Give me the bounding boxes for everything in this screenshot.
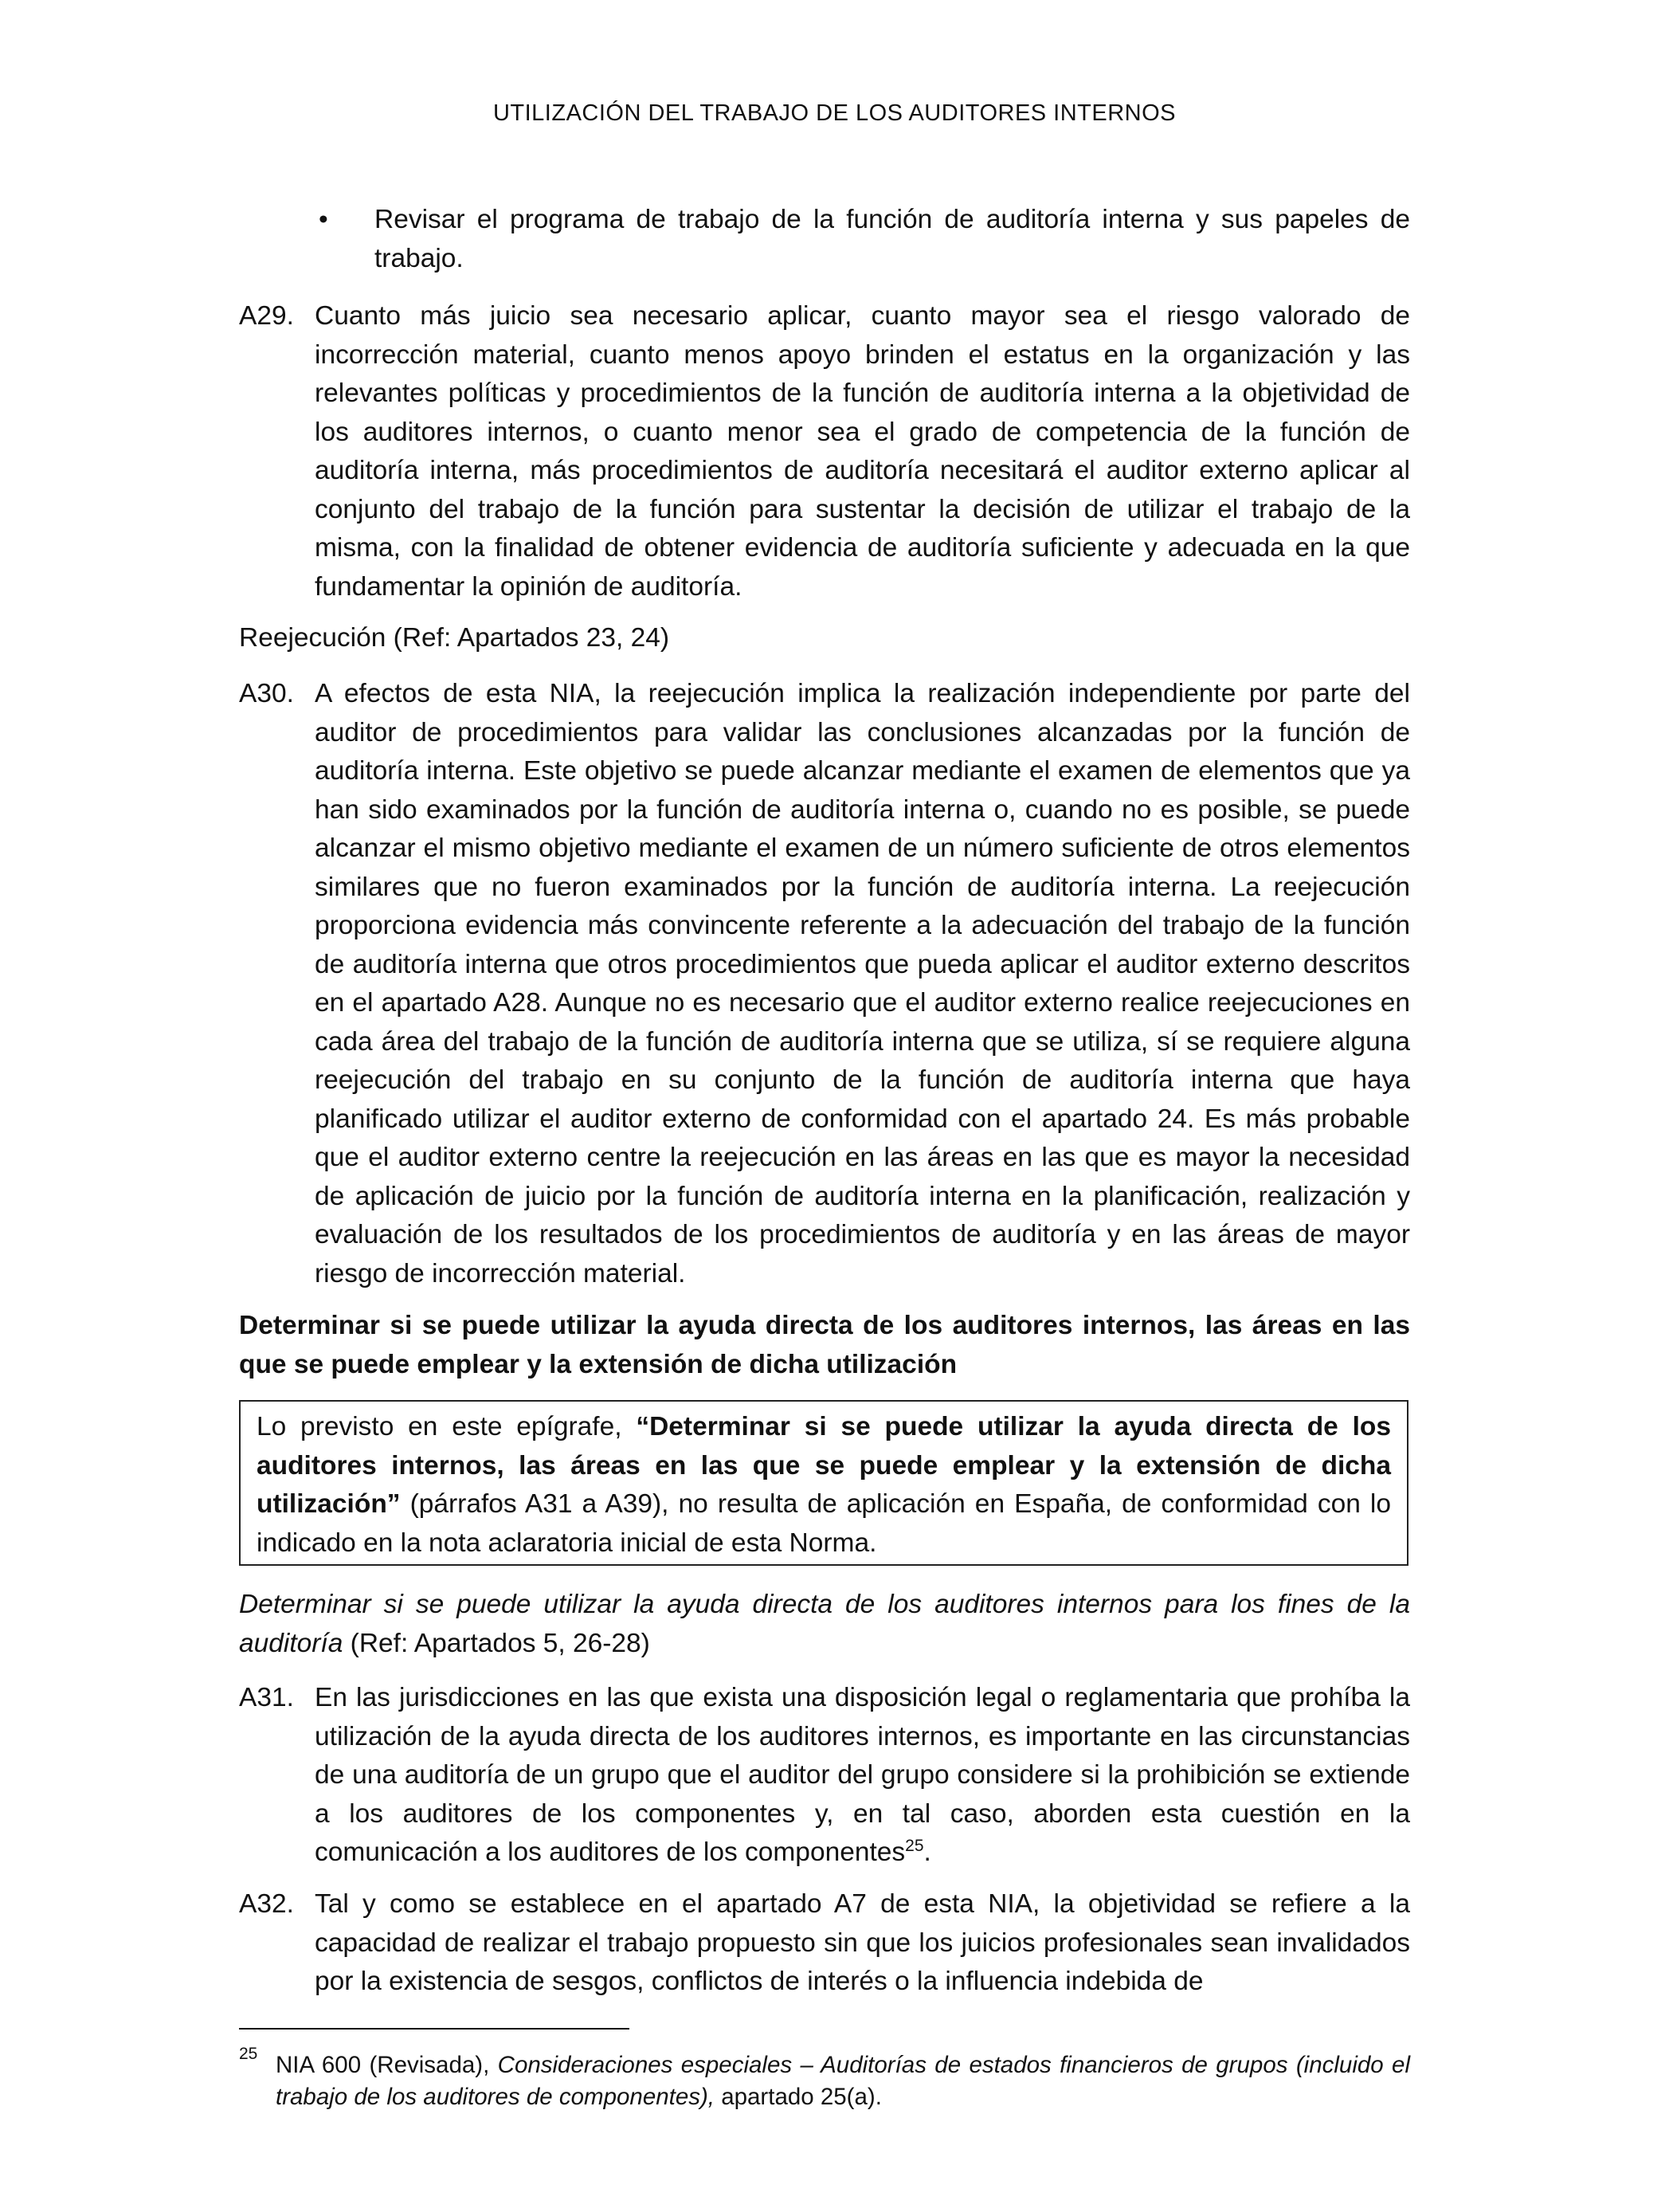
- reejecucion-heading: Reejecución (Ref: Apartados 23, 24): [239, 623, 670, 653]
- sub-heading: [239, 1586, 1410, 1663]
- paragraph-text: A efectos de esta NIA, la reejecución implica la realización independiente por parte del auditor de procedimientos para validar las conclusiones alcanzadas por la función de auditoría interna. Este objetivo se puede alcanzar mediante el examen de elementos que ya han sido examinados por la función de auditoría interna o, cuando no es posible, se puede alcanzar el mismo objetivo mediante el examen de un número suficiente de otros elementos similares que no fueron examinados por la función de auditoría interna. La reejecución proporciona evidencia más convincente referente a la adecuación del trabajo de la función de auditoría interna que otros procedimientos que pueda aplicar el auditor externo descritos en el apartado A28. Aunque no es necesario que el auditor externo realice reejecuciones en cada área del trabajo de la función de auditoría interna que se utiliza, sí se requiere alguna reejecución del trabajo en su conjunto de la función de auditoría interna que haya planificado utilizar el auditor externo de conformidad con el apartado 24. Es más probable que el auditor externo centre la reejecución en las áreas en las que es mayor la necesidad de aplicación de juicio por la función de auditoría interna en la planificación, realización y evaluación de los resultados de los procedimientos de auditoría y en las áreas de mayor riesgo de incorrección material.: [315, 679, 1410, 1288]
- footnote-text: [276, 2049, 1410, 2113]
- sub-heading-italic: Determinar si se puede utilizar la ayuda directa de los auditores internos para los fines de la auditoría: [239, 1590, 1410, 1658]
- paragraph-text: Tal y como se establece en el apartado A7 de esta NIA, la objetividad se refiere a la capacidad de realizar el trabajo propuesto sin que los juicios profesionales sean invalidados por la existencia de sesgos, conflictos de interés o la influencia indebida de: [315, 1889, 1410, 1996]
- note-bold-title: “Determinar si se puede utilizar la ayuda directa de los auditores internos, las áreas en las que se puede emplear y la extensión de dicha utilización”: [257, 1412, 1392, 1519]
- paragraph-a31-end: .: [923, 1837, 931, 1867]
- footnote-divider: [239, 2028, 629, 2030]
- paragraph-number: A31.: [239, 1683, 294, 1712]
- paragraph-a31-text: En las jurisdicciones en las que exista una disposición legal o reglamentaria que prohíba la utilización de la ayuda directa de los auditores internos, es importante en las circunstancias de una auditoría de un grupo que el auditor del grupo considere si la prohibición se extiende a los auditores de los componentes y, en tal caso, aborden esta cuestión en la comunicación a los auditores de los componentes: [315, 1683, 1410, 1867]
- paragraph-number: A30.: [239, 679, 294, 708]
- bullet-text: Revisar el programa de trabajo de la función de auditoría interna y sus papeles de trabajo.: [374, 205, 1410, 273]
- footnote-number: 25: [239, 2045, 258, 2063]
- running-header: UTILIZACIÓN DEL TRABAJO DE LOS AUDITORES INTERNOS: [492, 100, 1177, 126]
- paragraph-number: A29.: [239, 301, 294, 331]
- footnote-reference[interactable]: 25: [905, 1836, 924, 1855]
- paragraph-text: [315, 1679, 1410, 1873]
- note-lead: Lo previsto en este epígrafe,: [257, 1412, 637, 1441]
- footnote-tail: apartado 25(a).: [715, 2084, 882, 2110]
- footnote-lead: NIA 600 (Revisada),: [276, 2052, 498, 2078]
- note-tail: (párrafos A31 a A39), no resulta de aplicación en España, de conformidad con lo indicado en la nota aclaratoria inicial de esta Norma.: [257, 1489, 1391, 1558]
- paragraph-number: A32.: [239, 1889, 294, 1919]
- paragraph-text: Cuanto más juicio sea necesario aplicar, cuanto mayor sea el riesgo valorado de incorrección material, cuanto menos apoyo brinden el estatus en la organización y las relevantes políticas y procedimientos de la función de auditoría interna a la objetividad de los auditores internos, o cuanto menor sea el grado de competencia de la función de auditoría interna, más procedimientos de auditoría necesitará el auditor externo aplicar al conjunto del trabajo de la función para sustentar la decisión de utilizar el trabajo de la misma, con la finalidad de obtener evidencia de auditoría suficiente y adecuada en la que fundamentar la opinión de auditoría.: [315, 301, 1410, 602]
- bullet-mark: •: [319, 205, 328, 234]
- footnote-italic: Consideraciones especiales – Auditorías de estados financieros de grupos (incluido el trabajo de los auditores de componentes),: [276, 2052, 1410, 2110]
- section-heading: Determinar si se puede utilizar la ayuda directa de los auditores internos, las áreas en las que se puede emplear y la extensión de dicha utilización: [239, 1311, 1410, 1379]
- note-box: [239, 1400, 1408, 1566]
- sub-heading-ref: (Ref: Apartados 5, 26-28): [343, 1628, 650, 1658]
